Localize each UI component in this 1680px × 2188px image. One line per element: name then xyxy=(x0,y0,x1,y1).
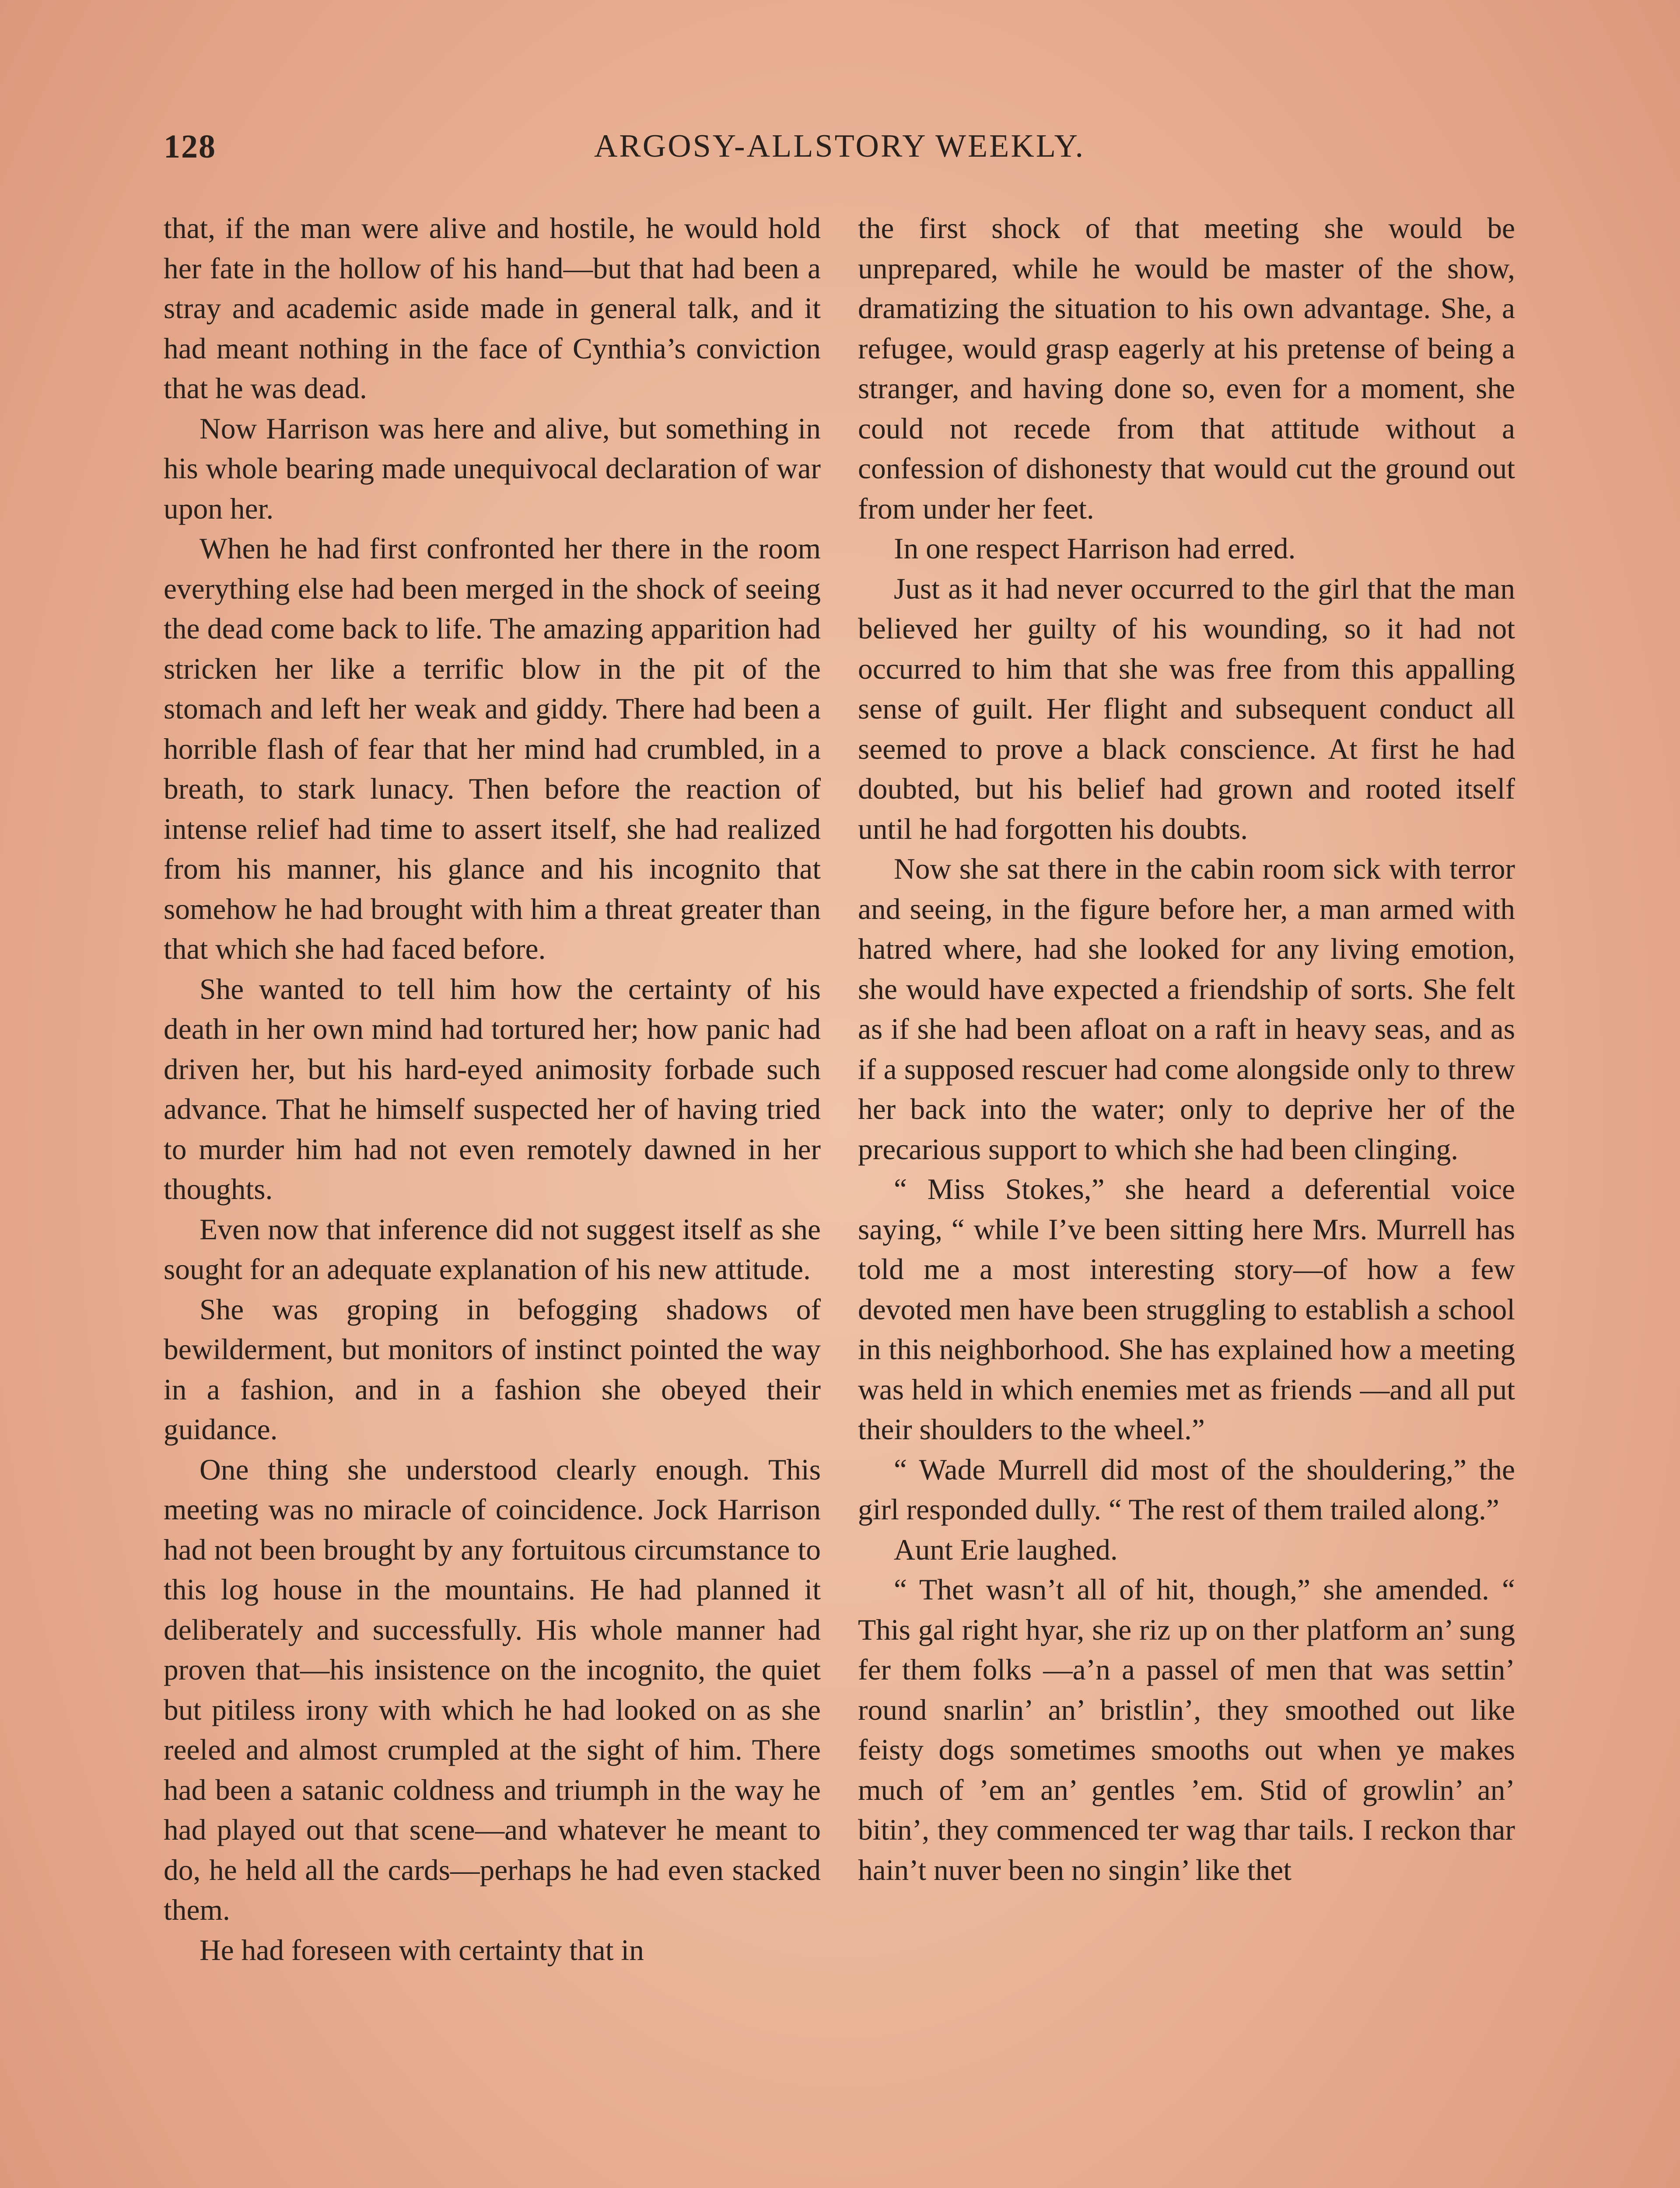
running-title: ARGOSY-ALLSTORY WEEKLY. xyxy=(594,128,1085,164)
paragraph: “ Miss Stokes,” she heard a deferential voice saying, “ while I’ve been sitting here Mrs. Murrell has told me a most interesting story—of how a few devoted men have been struggling to establish a school in this neighborhood. She has explained how a meeting was held in which enemies met as friends —and all put their shoulders to the wheel.” xyxy=(858,1173,1515,1446)
paragraph: the first shock of that meeting she would be unprepared, while he would be master of the show, dramatizing the situation to his own advantage. She, a refugee, would grasp eagerly at his pretense of being a stranger, and having done so, even for a moment, she could not recede from that attitude without a confession of dishonesty that would cut the ground out from under her feet. xyxy=(858,212,1515,525)
paragraph: Just as it had never occurred to the girl that the man believed her guilty of his wounding, so it had not occurred to him that she was free from this appalling sense of guilt. Her flight and subsequent conduct all seemed to prove a black conscience. At first he had doubted, but his belief had grown and rooted itself until he had forgotten his doubts. xyxy=(858,572,1515,845)
right-column xyxy=(858,208,1515,2188)
paragraph: “ Thet wasn’t all of hit, though,” she amended. “ This gal right hyar, she riz up on ther platform an’ sung fer them folks —a’n a passel of men that was settin’ round snarlin’ an’ bristlin’, they smoothed out like feisty dogs sometimes smooths out when ye makes much of ’em an’ gentles ’em. Stid of growlin’ an’ bitin’, they commenced ter wag thar tails. I reckon thar hain’t nuver been no singin’ like thet xyxy=(858,1573,1515,1886)
paragraph: that, if the man were alive and hostile, he would hold her fate in the hollow of his hand—but that had been a stray and academic aside made in general talk, and it had meant nothing in the face of Cynthia’s conviction that he was dead. xyxy=(164,212,821,405)
paragraph: Aunt Erie laughed. xyxy=(894,1533,1118,1566)
paragraph: One thing she understood clearly enough. This meeting was no miracle of coincidence. Jock Harrison had not been brought by any fortuitous circumstance to this log house in the mountains. He had planned it deliberately and successfully. His whole manner had proven that—his insistence on the incognito, the quiet but pitiless irony with which he had looked on as she reeled and almost crumpled at the sight of him. There had been a satanic coldness and triumph in the way he had played out that scene—and whatever he meant to do, he held all the cards—perhaps he had even stacked them. xyxy=(164,1453,821,1926)
paragraph: When he had first confronted her there in the room everything else had been merged in the shock of seeing the dead come back to life. The amazing apparition had stricken her like a terrific blow in the pit of the stomach and left her weak and giddy. There had been a horrible flash of fear that her mind had crumbled, in a breath, to stark lunacy. Then before the reaction of intense relief had time to assert itself, she had realized from his manner, his glance and his incognito that somehow he had brought with him a threat greater than that which she had faced before. xyxy=(164,532,821,965)
page-header xyxy=(164,128,1516,180)
paragraph: She was groping in befogging shadows of bewilderment, but monitors of instinct pointed the way in a fashion, and in a fashion she obeyed their guidance. xyxy=(164,1293,821,1446)
page-number: 128 xyxy=(164,128,216,165)
paragraph: “ Wade Murrell did most of the shouldering,” the girl responded dully. “ The rest of them trailed along.” xyxy=(858,1453,1515,1526)
paragraph: Even now that inference did not suggest itself as she sought for an adequate explanation of his new attitude. xyxy=(164,1213,821,1286)
paragraph: In one respect Harrison had erred. xyxy=(894,532,1296,565)
paragraph: Now Harrison was here and alive, but something in his whole bearing made unequivocal declaration of war upon her. xyxy=(164,412,821,525)
paragraph: Now she sat there in the cabin room sick with terror and seeing, in the figure before her, a man armed with hatred where, had she looked for any living emotion, she would have expected a friendship of sorts. She felt as if she had been afloat on a raft in heavy seas, and as if a supposed rescuer had come alongside only to threw her back into the water; only to deprive her of the precarious support to which she had been clinging. xyxy=(858,852,1515,1166)
left-column xyxy=(164,208,821,2188)
paragraph: He had foreseen with certainty that in xyxy=(200,1933,644,1967)
paragraph: She wanted to tell him how the certainty of his death in her own mind had tortured her; how panic had driven her, but his hard-eyed animosity forbade such advance. That he himself suspected her of having tried to murder him had not even remotely dawned in her thoughts. xyxy=(164,972,821,1206)
